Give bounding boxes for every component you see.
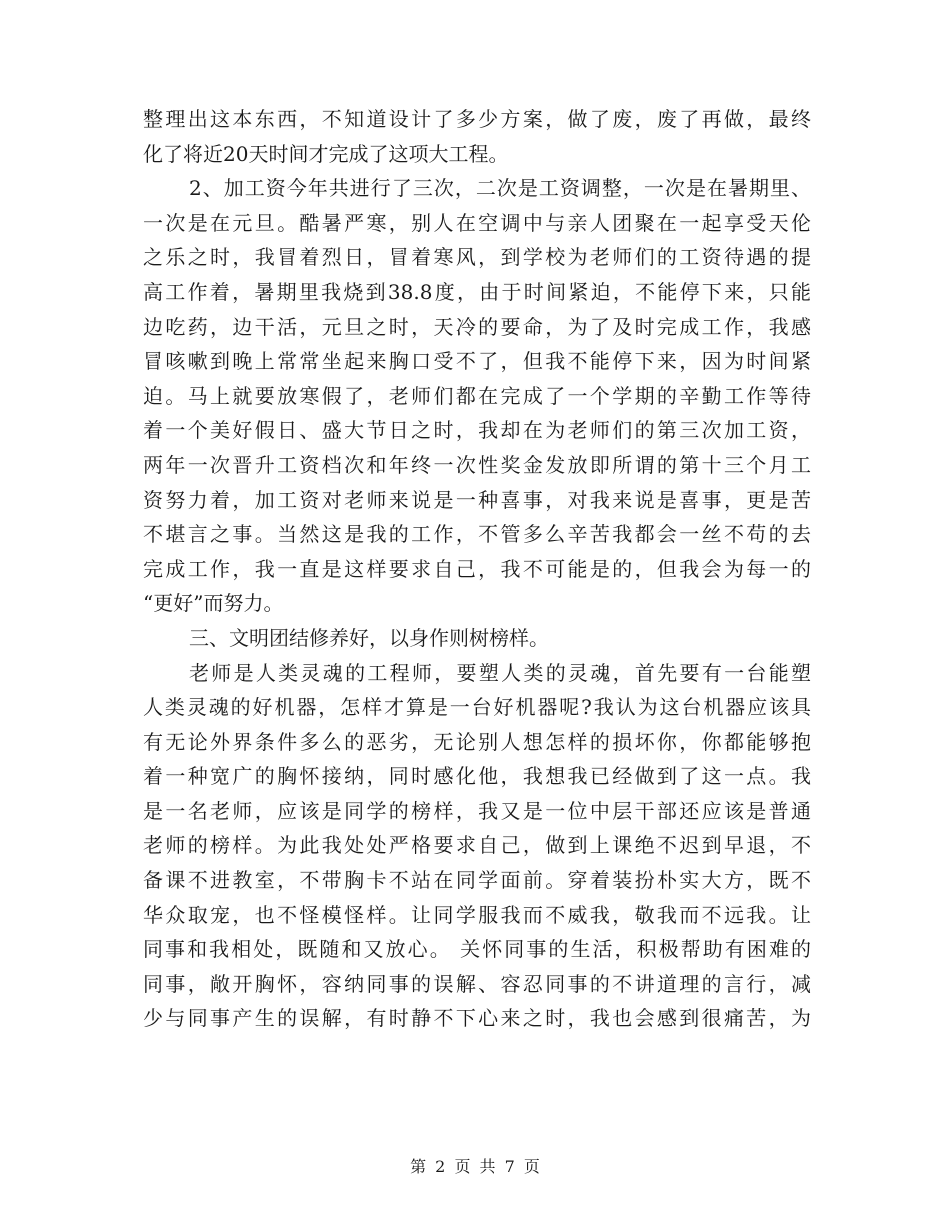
text-line: 备课不进教室，不带胸卡不站在同学面前。穿着装扮朴实大方，既不 <box>143 868 811 893</box>
text-line: 有无论外界条件多么的恶劣，无论别人想怎样的损坏你，你都能够抱 <box>143 729 811 754</box>
text-line: 迫。马上就要放寒假了，老师们都在完成了一个学期的辛勤工作等待 <box>143 383 811 408</box>
text-line: 两年一次晋升工资档次和年终一次性奖金发放即所谓的第十三个月工 <box>143 452 811 477</box>
text-line: 老师的榜样。为此我处处严格要求自己，做到上课绝不迟到早退，不 <box>143 833 811 858</box>
text-line: 2、加工资今年共进行了三次，二次是工资调整，一次是在暑期里、 <box>189 176 811 201</box>
text-line: 整理出这本东西，不知道设计了多少方案，做了废，废了再做，最终 <box>143 107 811 131</box>
text-line: 是一名老师，应该是同学的榜样，我又是一位中层干部还应该是普通 <box>143 798 811 823</box>
text-line: 华众取宠，也不怪模怪样。让同学服我而不威我，敬我而不远我。让 <box>143 902 811 927</box>
body-text <box>143 102 811 1036</box>
text-line: 之乐之时，我冒着烈日，冒着寒风，到学校为老师们的工资待遇的提 <box>143 245 811 270</box>
text-line: “更好”而努力。 <box>143 591 284 616</box>
text-line: 化了将近20天时间才完成了这项大工程。 <box>143 141 509 166</box>
text-line: 完成工作，我一直是这样要求自己，我不可能是的，但我会为每一的 <box>143 556 811 581</box>
text-line: 着一个美好假日、盛大节日之时，我却在为老师们的第三次加工资， <box>143 418 811 443</box>
text-line: 一次是在元旦。酷暑严寒，别人在空调中与亲人团聚在一起享受天伦 <box>143 210 811 235</box>
text-line: 老师是人类灵魂的工程师，要塑人类的灵魂，首先要有一台能塑 <box>189 660 811 685</box>
page-number-footer: 第 2 页 共 7 页 <box>410 1157 540 1176</box>
text-line: 高工作着，暑期里我烧到38.8度，由于时间紧迫，不能停下来，只能 <box>143 279 811 304</box>
text-line: 冒咳嗽到晚上常常坐起来胸口受不了，但我不能停下来，因为时间紧 <box>143 349 811 374</box>
text-line: 边吃药，边干活，元旦之时，天冷的要命，为了及时完成工作，我感 <box>143 314 811 339</box>
text-line: 少与同事产生的误解，有时静不下心来之时，我也会感到很痛苦，为 <box>143 1006 811 1031</box>
text-line: 同事和我相处，既随和又放心。 关怀同事的生活，积极帮助有困难的 <box>143 937 811 962</box>
text-line: 三、文明团结修养好，以身作则树榜样。 <box>189 625 549 650</box>
text-line: 人类灵魂的好机器，怎样才算是一台好机器呢?我认为这台机器应该具 <box>143 695 811 720</box>
text-line: 着一种宽广的胸怀接纳，同时感化他，我想我已经做到了这一点。我 <box>143 764 811 789</box>
text-line: 资努力着，加工资对老师来说是一种喜事，对我来说是喜事，更是苦 <box>143 487 811 512</box>
text-line: 不堪言之事。当然这是我的工作，不管多么辛苦我都会一丝不苟的去 <box>143 522 811 547</box>
text-line: 同事，敞开胸怀，容纳同事的误解、容忍同事的不讲道理的言行，减 <box>143 971 811 996</box>
